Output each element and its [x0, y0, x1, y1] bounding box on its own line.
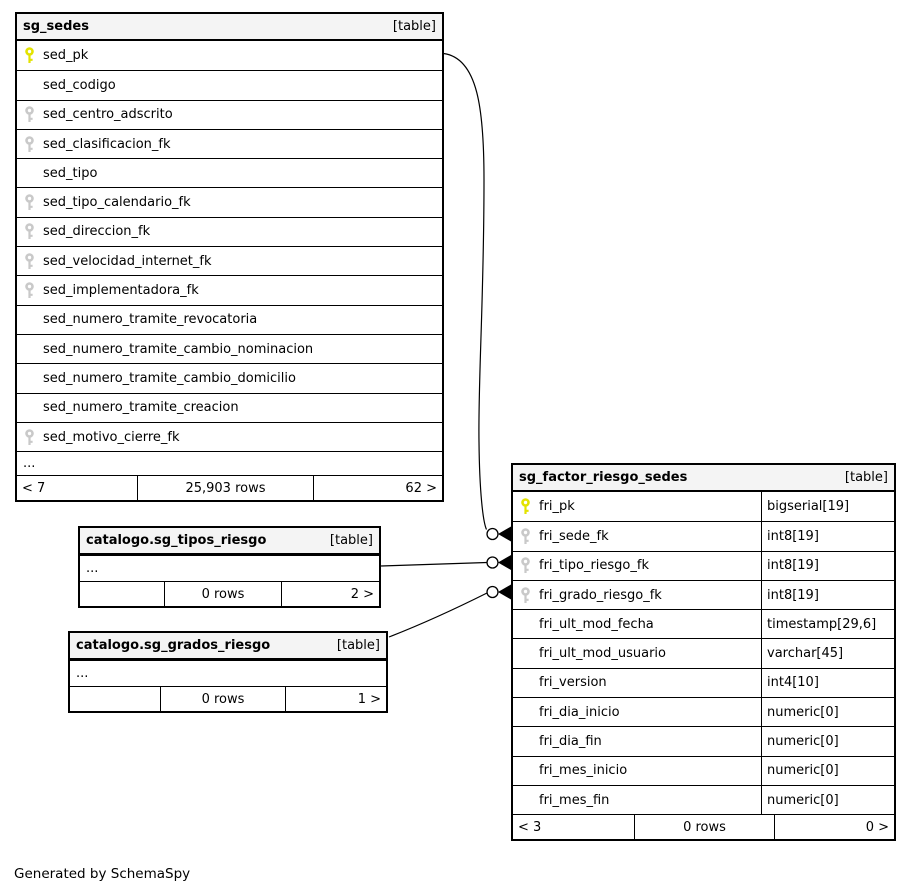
column-row — [17, 305, 442, 334]
footer-children-count: < 7 — [22, 480, 46, 496]
primary-key-icon — [17, 47, 43, 64]
column-row — [513, 638, 894, 667]
column-type: numeric[0] — [761, 698, 894, 726]
footer-parents-count: 62 > — [313, 476, 442, 500]
column-row — [17, 334, 442, 363]
foreign-key-icon — [513, 587, 539, 604]
column-name: fri_mes_fin — [539, 792, 610, 808]
column-name: sed_numero_tramite_revocatoria — [43, 312, 258, 328]
relation-arrowhead-sede — [498, 527, 511, 542]
column-row — [17, 41, 442, 70]
footer-parents-count: 2 > — [281, 582, 379, 606]
column-name: fri_ult_mod_fecha — [539, 616, 654, 632]
column-name: sed_codigo — [43, 77, 116, 93]
table-footer — [80, 581, 379, 606]
generator-caption: Generated by SchemaSpy — [14, 866, 191, 882]
column-name: fri_pk — [539, 499, 575, 515]
foreign-key-icon — [17, 106, 43, 123]
foreign-key-icon — [17, 136, 43, 153]
relation-tipos-riesgo-to-fri-tipo-riesgo-fk — [380, 563, 487, 567]
column-name: sed_clasificacion_fk — [43, 136, 171, 152]
ellipsis-row: ... — [17, 451, 442, 475]
column-row — [513, 668, 894, 697]
column-name: sed_centro_adscrito — [43, 107, 173, 123]
relation-arrowhead-tipo — [498, 555, 511, 570]
column-name: fri_tipo_riesgo_fk — [539, 558, 649, 574]
footer-row-count: 25,903 rows — [137, 476, 313, 500]
relation-sed-pk-to-fri-sede-fk — [444, 54, 487, 530]
column-rows — [17, 41, 442, 451]
table-title[interactable]: sg_sedes — [23, 19, 89, 34]
column-row — [513, 609, 894, 638]
column-row — [17, 393, 442, 422]
footer-row-count: 0 rows — [164, 582, 281, 606]
column-row — [17, 129, 442, 158]
table-type-badge: [table] — [336, 638, 380, 653]
column-row — [17, 100, 442, 129]
column-type: int4[10] — [761, 669, 894, 697]
table-node-sg-sedes — [15, 12, 444, 502]
ellipsis-row: ... — [80, 555, 379, 581]
column-name: fri_dia_inicio — [539, 704, 620, 720]
column-row — [17, 275, 442, 304]
table-title[interactable]: catalogo.sg_grados_riesgo — [76, 638, 271, 653]
table-type-badge: [table] — [392, 19, 436, 34]
table-node-sg-factor-riesgo-sedes — [511, 463, 896, 841]
footer-children-count: < 3 — [518, 819, 542, 835]
column-rows — [513, 492, 894, 814]
column-type: numeric[0] — [761, 727, 894, 755]
column-name: sed_numero_tramite_cambio_domicilio — [43, 370, 296, 386]
column-name: sed_tipo_calendario_fk — [43, 195, 191, 211]
footer-parents-count: 1 > — [285, 687, 386, 711]
foreign-key-icon — [17, 253, 43, 270]
column-row — [17, 187, 442, 216]
foreign-key-icon — [17, 429, 43, 446]
column-row — [513, 756, 894, 785]
foreign-key-icon — [17, 194, 43, 211]
column-type: timestamp[29,6] — [761, 610, 894, 638]
column-type: int8[19] — [761, 552, 894, 580]
footer-children-count — [80, 582, 164, 606]
table-type-badge: [table] — [844, 470, 888, 485]
column-name: fri_mes_inicio — [539, 763, 628, 779]
foreign-key-icon — [513, 557, 539, 574]
column-type: bigserial[19] — [761, 492, 894, 521]
table-header — [70, 633, 386, 660]
column-row — [17, 363, 442, 392]
column-row — [513, 785, 894, 814]
column-type: varchar[45] — [761, 639, 894, 667]
column-name: fri_sede_fk — [539, 528, 609, 544]
column-name: sed_motivo_cierre_fk — [43, 429, 180, 445]
table-header — [80, 528, 379, 555]
relation-arrowhead-grado — [498, 585, 511, 600]
footer-parents-count: 0 > — [774, 815, 894, 839]
column-row — [17, 422, 442, 451]
column-row — [17, 70, 442, 99]
table-header — [17, 14, 442, 41]
column-row — [513, 521, 894, 550]
column-row — [17, 158, 442, 187]
column-type: numeric[0] — [761, 786, 894, 814]
column-row — [17, 246, 442, 275]
column-type: int8[19] — [761, 581, 894, 609]
table-title[interactable]: sg_factor_riesgo_sedes — [519, 470, 688, 485]
column-name: fri_ult_mod_usuario — [539, 646, 666, 662]
table-footer — [17, 475, 442, 500]
foreign-key-icon — [17, 282, 43, 299]
foreign-key-icon — [17, 223, 43, 240]
footer-row-count: 0 rows — [634, 815, 774, 839]
relation-odot-grado — [487, 587, 498, 598]
footer-children-count — [70, 687, 160, 711]
table-type-badge: [table] — [329, 533, 373, 548]
column-name: sed_implementadora_fk — [43, 283, 199, 299]
column-name: sed_tipo — [43, 165, 98, 181]
relation-odot-sede — [487, 529, 498, 540]
column-name: sed_pk — [43, 48, 89, 64]
relation-grados-riesgo-to-fri-grado-riesgo-fk — [389, 593, 487, 637]
foreign-key-icon — [513, 528, 539, 545]
column-row — [513, 726, 894, 755]
footer-row-count: 0 rows — [160, 687, 285, 711]
table-footer — [513, 814, 894, 839]
table-node-catalogo-sg-grados-riesgo — [68, 631, 388, 713]
column-name: sed_numero_tramite_cambio_nominacion — [43, 341, 314, 357]
column-name: sed_numero_tramite_creacion — [43, 400, 239, 416]
column-name: fri_version — [539, 675, 607, 691]
column-name: sed_velocidad_internet_fk — [43, 253, 212, 269]
table-title[interactable]: catalogo.sg_tipos_riesgo — [86, 533, 267, 548]
column-row — [513, 492, 894, 521]
column-name: fri_dia_fin — [539, 734, 602, 750]
primary-key-icon — [513, 498, 539, 515]
column-name: fri_grado_riesgo_fk — [539, 587, 662, 603]
column-row — [17, 217, 442, 246]
relation-odot-tipo — [487, 557, 498, 568]
column-row — [513, 697, 894, 726]
table-footer — [70, 686, 386, 711]
column-type: int8[19] — [761, 522, 894, 550]
column-name: sed_direccion_fk — [43, 224, 151, 240]
table-header — [513, 465, 894, 492]
table-node-catalogo-sg-tipos-riesgo — [78, 526, 381, 608]
column-row — [513, 580, 894, 609]
column-type: numeric[0] — [761, 757, 894, 785]
column-row — [513, 551, 894, 580]
ellipsis-row: ... — [70, 660, 386, 686]
